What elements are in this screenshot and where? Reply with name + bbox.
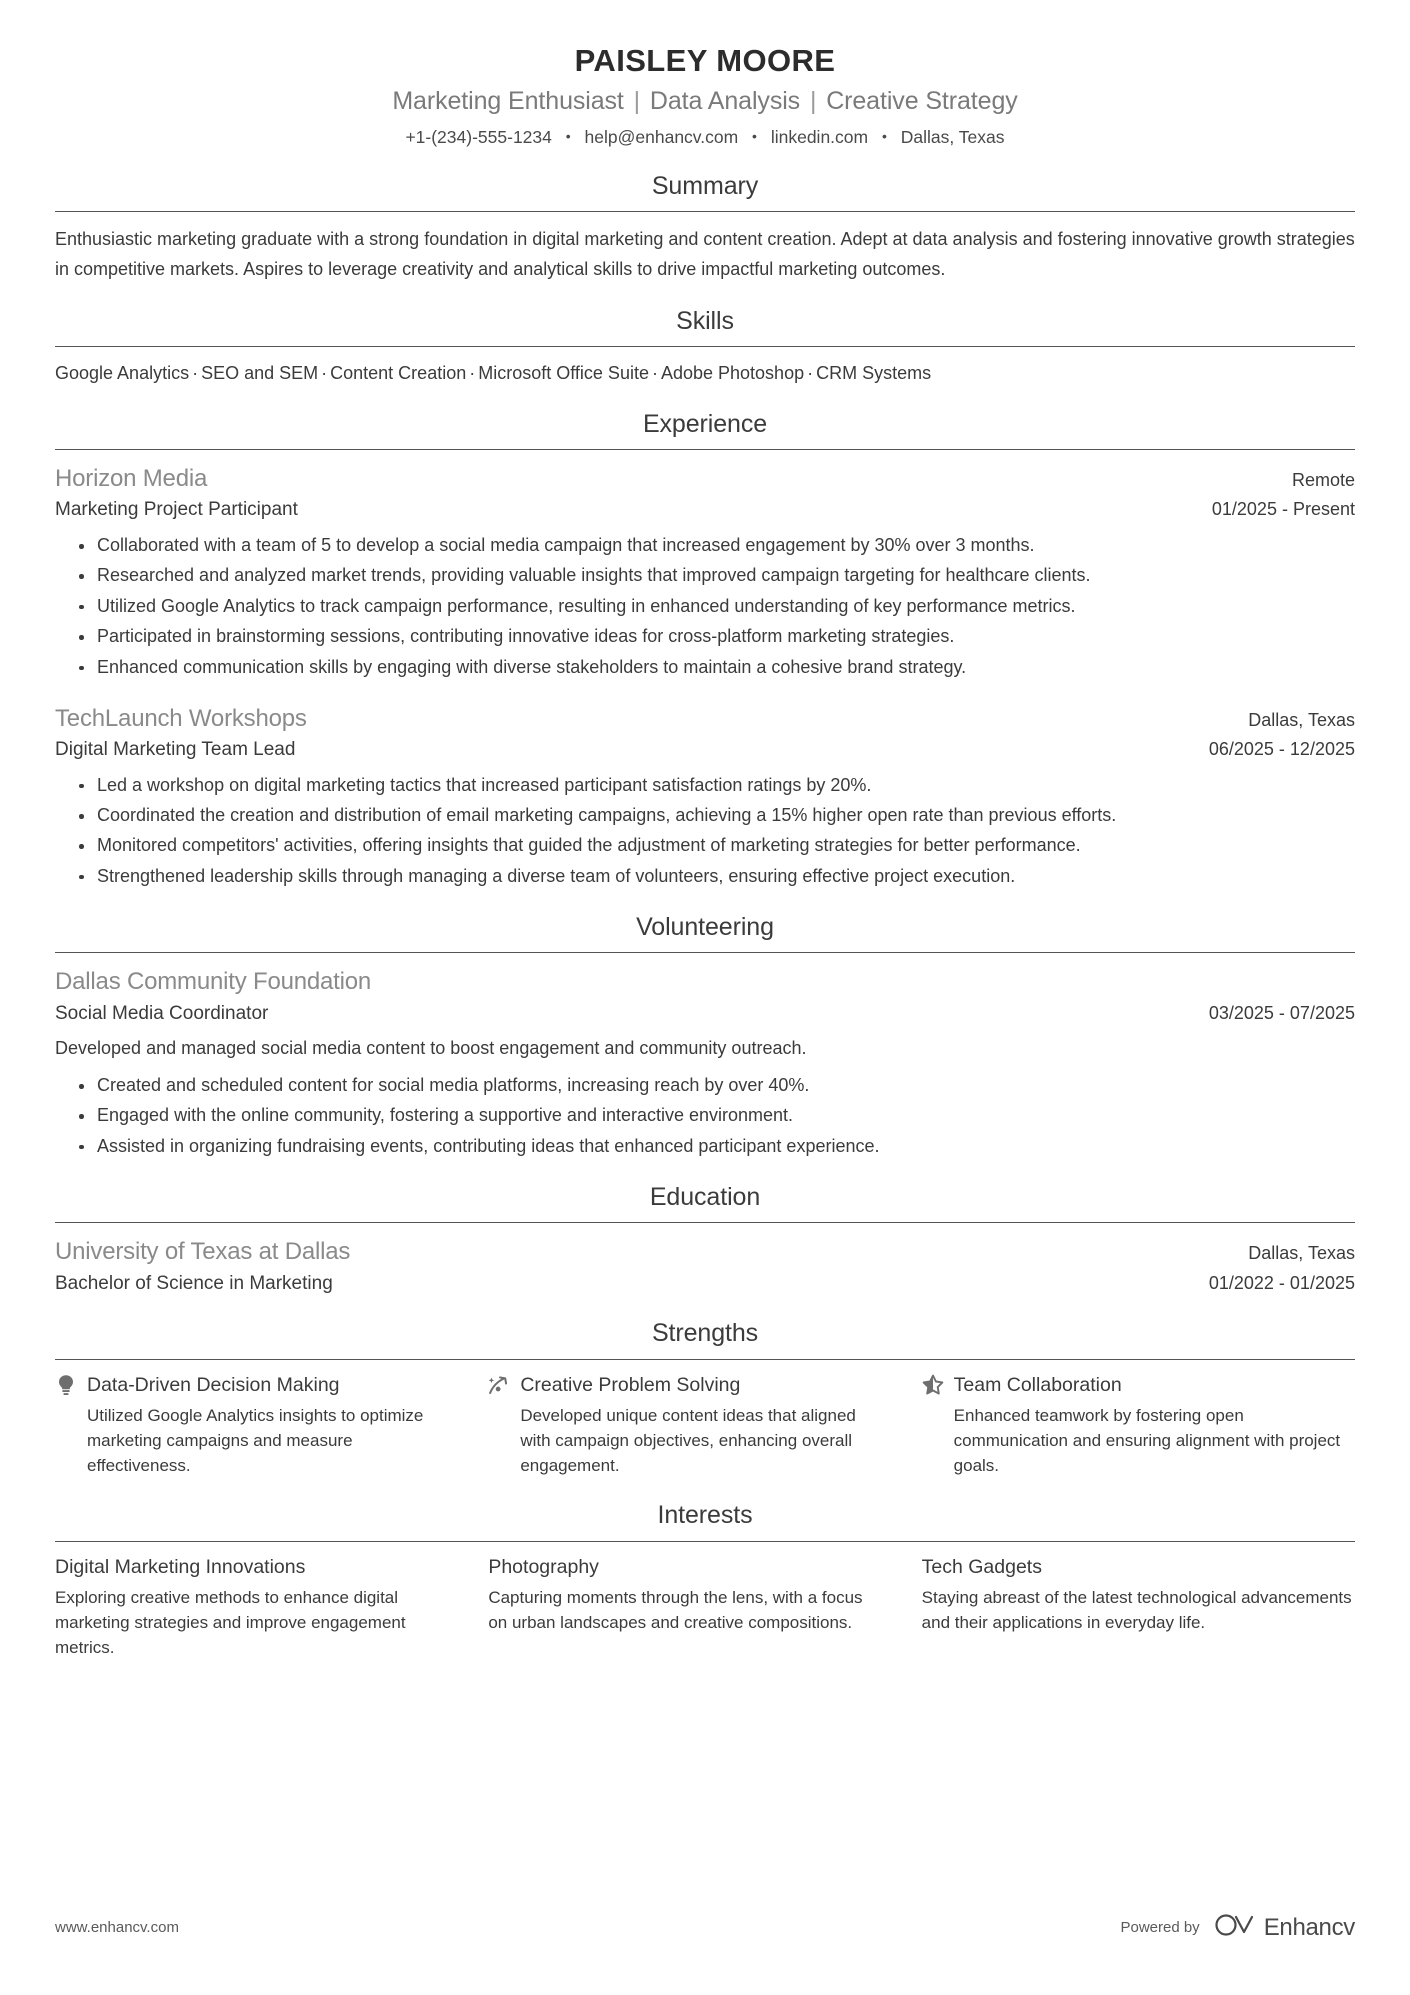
list-item: Monitored competitors' activities, offering insights that guided the adjustment of marketing strategies for better performance.	[79, 832, 1355, 859]
skill-item: SEO and SEM	[201, 363, 319, 383]
list-item: Created and scheduled content for social media platforms, increasing reach by over 40%.	[79, 1072, 1355, 1099]
interest-item	[922, 1555, 1355, 1661]
entry-header-row	[55, 463, 1355, 494]
header-contact-line	[55, 126, 1355, 149]
entry-organization: Horizon Media	[55, 465, 208, 493]
tagline-part-3: Creative Strategy	[826, 87, 1018, 116]
skill-separator: ·	[192, 363, 199, 383]
interest-title: Tech Gadgets	[921, 1555, 1042, 1578]
strength-title: Team Collaboration	[953, 1373, 1122, 1396]
resume-entry	[55, 1236, 1355, 1296]
section-strengths	[55, 1318, 1355, 1478]
strength-header	[55, 1373, 442, 1398]
list-item: Utilized Google Analytics to track campaign performance, resulting in enhanced understanding of key performance metrics.	[79, 593, 1355, 620]
lightbulb-icon	[55, 1374, 77, 1396]
interest-item	[55, 1555, 488, 1661]
rocket-sparkle-icon	[488, 1374, 510, 1396]
entry-location: Dallas, Texas	[1248, 709, 1355, 730]
entry-subheader-row	[55, 737, 1355, 763]
strength-header	[488, 1373, 875, 1398]
section-education	[55, 1182, 1355, 1296]
tagline-separator-2: |	[809, 87, 817, 116]
entry-bullet-list	[55, 1072, 1355, 1160]
skills-list	[55, 360, 1355, 387]
entry-description: Developed and managed social media content to boost engagement and community outreach.	[55, 1038, 807, 1059]
list-item: Collaborated with a team of 5 to develop a social media campaign that increased engagement by 30% over 3 months.	[79, 532, 1355, 559]
contact-separator-1: •	[565, 128, 571, 145]
section-title-skills: Skills	[676, 306, 734, 335]
entry-role: Digital Marketing Team Lead	[55, 739, 296, 761]
entry-organization: Dallas Community Foundation	[55, 968, 372, 996]
footer-brand-group	[1120, 1912, 1355, 1943]
skill-item: Google Analytics	[55, 363, 190, 383]
entry-date-range: 01/2022 - 01/2025	[1208, 1272, 1355, 1293]
resume-header	[55, 0, 1355, 149]
resume-entry	[55, 966, 1355, 1160]
entry-organization: TechLaunch Workshops	[55, 704, 307, 732]
resume-entry	[55, 463, 1355, 681]
experience-entries	[55, 450, 1355, 890]
entry-subheader-row	[55, 1001, 1355, 1027]
resume-entry	[55, 703, 1355, 890]
section-summary	[55, 171, 1355, 284]
tagline-part-2: Data Analysis	[649, 87, 801, 116]
section-title-summary: Summary	[651, 172, 759, 201]
contact-location: Dallas, Texas	[900, 127, 1005, 148]
skill-item: Microsoft Office Suite	[478, 363, 649, 383]
section-title-experience: Experience	[642, 410, 768, 438]
skills-body	[55, 347, 1355, 387]
entry-bullet-list	[55, 532, 1355, 681]
strength-description: Developed unique content ideas that aligned with campaign objectives, enhancing overall engagement.	[520, 1405, 856, 1476]
entry-date-range: 06/2025 - 12/2025	[1208, 739, 1355, 760]
skill-separator: ·	[807, 363, 814, 383]
interests-grid	[55, 1555, 1355, 1661]
entry-organization: University of Texas at Dallas	[55, 1238, 351, 1266]
strength-header	[922, 1373, 1355, 1398]
entry-subheader-row	[55, 1271, 1355, 1297]
strength-title: Data-Driven Decision Making	[87, 1373, 340, 1396]
entry-subheader-row	[55, 497, 1355, 523]
list-item: Participated in brainstorming sessions, contributing innovative ideas for cross-platform marketing strategies.	[79, 623, 1355, 650]
strength-description: Utilized Google Analytics insights to optimize marketing campaigns and measure effectiveness.	[87, 1405, 424, 1476]
enhancv-mark-icon	[1214, 1912, 1256, 1943]
section-experience	[55, 409, 1355, 890]
summary-text: Enthusiastic marketing graduate with a strong foundation in digital marketing and content creation. Adept at data analysis and fostering innovative growth strategies in competitive markets. Aspires to leverage creativity and analytical skills to drive impactful marketing outcomes.	[55, 229, 1355, 279]
contact-separator-2: •	[752, 128, 757, 145]
contact-phone: +1-(234)-555-1234	[405, 127, 552, 148]
list-item: Coordinated the creation and distribution of email marketing campaigns, achieving a 15% higher open rate than previous efforts.	[79, 802, 1355, 829]
strength-title: Creative Problem Solving	[520, 1373, 741, 1396]
entry-location: Dallas, Texas	[1248, 1243, 1355, 1264]
section-title-volunteering: Volunteering	[636, 913, 774, 942]
footer-powered-label: Powered by	[1120, 1919, 1200, 1936]
skill-separator: ·	[469, 363, 476, 383]
entry-role: Social Media Coordinator	[55, 1002, 269, 1024]
entry-date-range: 01/2025 - Present	[1211, 499, 1355, 520]
interest-description: Staying abreast of the latest technological advancements and their applications in everyday life.	[921, 1587, 1352, 1633]
section-title-strengths: Strengths	[651, 1319, 759, 1348]
strength-item	[488, 1373, 921, 1479]
strengths-grid	[55, 1373, 1355, 1479]
tagline-part-1: Marketing Enthusiast	[392, 87, 624, 116]
resume-footer	[55, 1912, 1355, 1943]
list-item: Assisted in organizing fundraising events, contributing ideas that enhanced participant experience.	[79, 1133, 1355, 1160]
enhancv-logo	[1214, 1912, 1355, 1943]
entry-role: Bachelor of Science in Marketing	[55, 1272, 333, 1294]
entry-bullet-list	[55, 772, 1355, 890]
strength-item	[55, 1373, 488, 1479]
footer-url[interactable]: www.enhancv.com	[55, 1919, 179, 1936]
header-tagline	[55, 86, 1355, 117]
entry-header-row	[55, 966, 1355, 997]
interest-description: Exploring creative methods to enhance digital marketing strategies and improve engagement metrics.	[55, 1587, 406, 1658]
summary-body	[55, 212, 1355, 283]
section-volunteering	[55, 912, 1355, 1160]
skill-item: Content Creation	[330, 363, 467, 383]
skill-separator: ·	[651, 363, 658, 383]
interests-body	[55, 1542, 1355, 1661]
enhancv-wordmark: Enhancv	[1263, 1913, 1355, 1941]
skill-item: Adobe Photoshop	[660, 363, 805, 383]
section-title-interests: Interests	[657, 1501, 753, 1530]
entry-location: Remote	[1291, 470, 1355, 491]
strength-item	[922, 1373, 1355, 1479]
entry-role: Marketing Project Participant	[55, 499, 298, 521]
entry-date-range: 03/2025 - 07/2025	[1208, 1002, 1355, 1023]
section-skills	[55, 306, 1355, 387]
tagline-separator-1: |	[633, 87, 641, 116]
interest-title: Photography	[488, 1555, 599, 1578]
section-title-education: Education	[649, 1183, 761, 1212]
contact-email[interactable]: help@enhancv.com	[584, 127, 739, 148]
interest-item	[488, 1555, 921, 1661]
volunteering-entries	[55, 953, 1355, 1160]
page-title: PAISLEY MOORE	[574, 43, 836, 78]
entry-header-row	[55, 703, 1355, 734]
list-item: Led a workshop on digital marketing tactics that increased participant satisfaction ratings by 20%.	[79, 772, 1355, 799]
strength-description: Enhanced teamwork by fostering open communication and ensuring alignment with project goals.	[953, 1405, 1341, 1476]
interest-description: Capturing moments through the lens, with a focus on urban landscapes and creative compositions.	[488, 1587, 863, 1633]
skill-item: CRM Systems	[816, 363, 932, 383]
entry-header-row	[55, 1236, 1355, 1267]
contact-separator-3: •	[881, 128, 887, 145]
half-star-icon	[922, 1374, 944, 1396]
education-entries	[55, 1223, 1355, 1296]
list-item: Enhanced communication skills by engaging with diverse stakeholders to maintain a cohesive brand strategy.	[79, 654, 1355, 681]
list-item: Engaged with the online community, fostering a supportive and interactive environment.	[79, 1102, 1355, 1129]
list-item: Strengthened leadership skills through managing a diverse team of volunteers, ensuring effective project execution.	[79, 863, 1355, 890]
interest-title: Digital Marketing Innovations	[55, 1555, 306, 1578]
list-item: Researched and analyzed market trends, providing valuable insights that improved campaign targeting for healthcare clients.	[79, 562, 1355, 589]
section-interests	[55, 1500, 1355, 1660]
skill-separator: ·	[321, 363, 328, 383]
contact-website[interactable]: linkedin.com	[770, 127, 869, 148]
strengths-body	[55, 1360, 1355, 1479]
